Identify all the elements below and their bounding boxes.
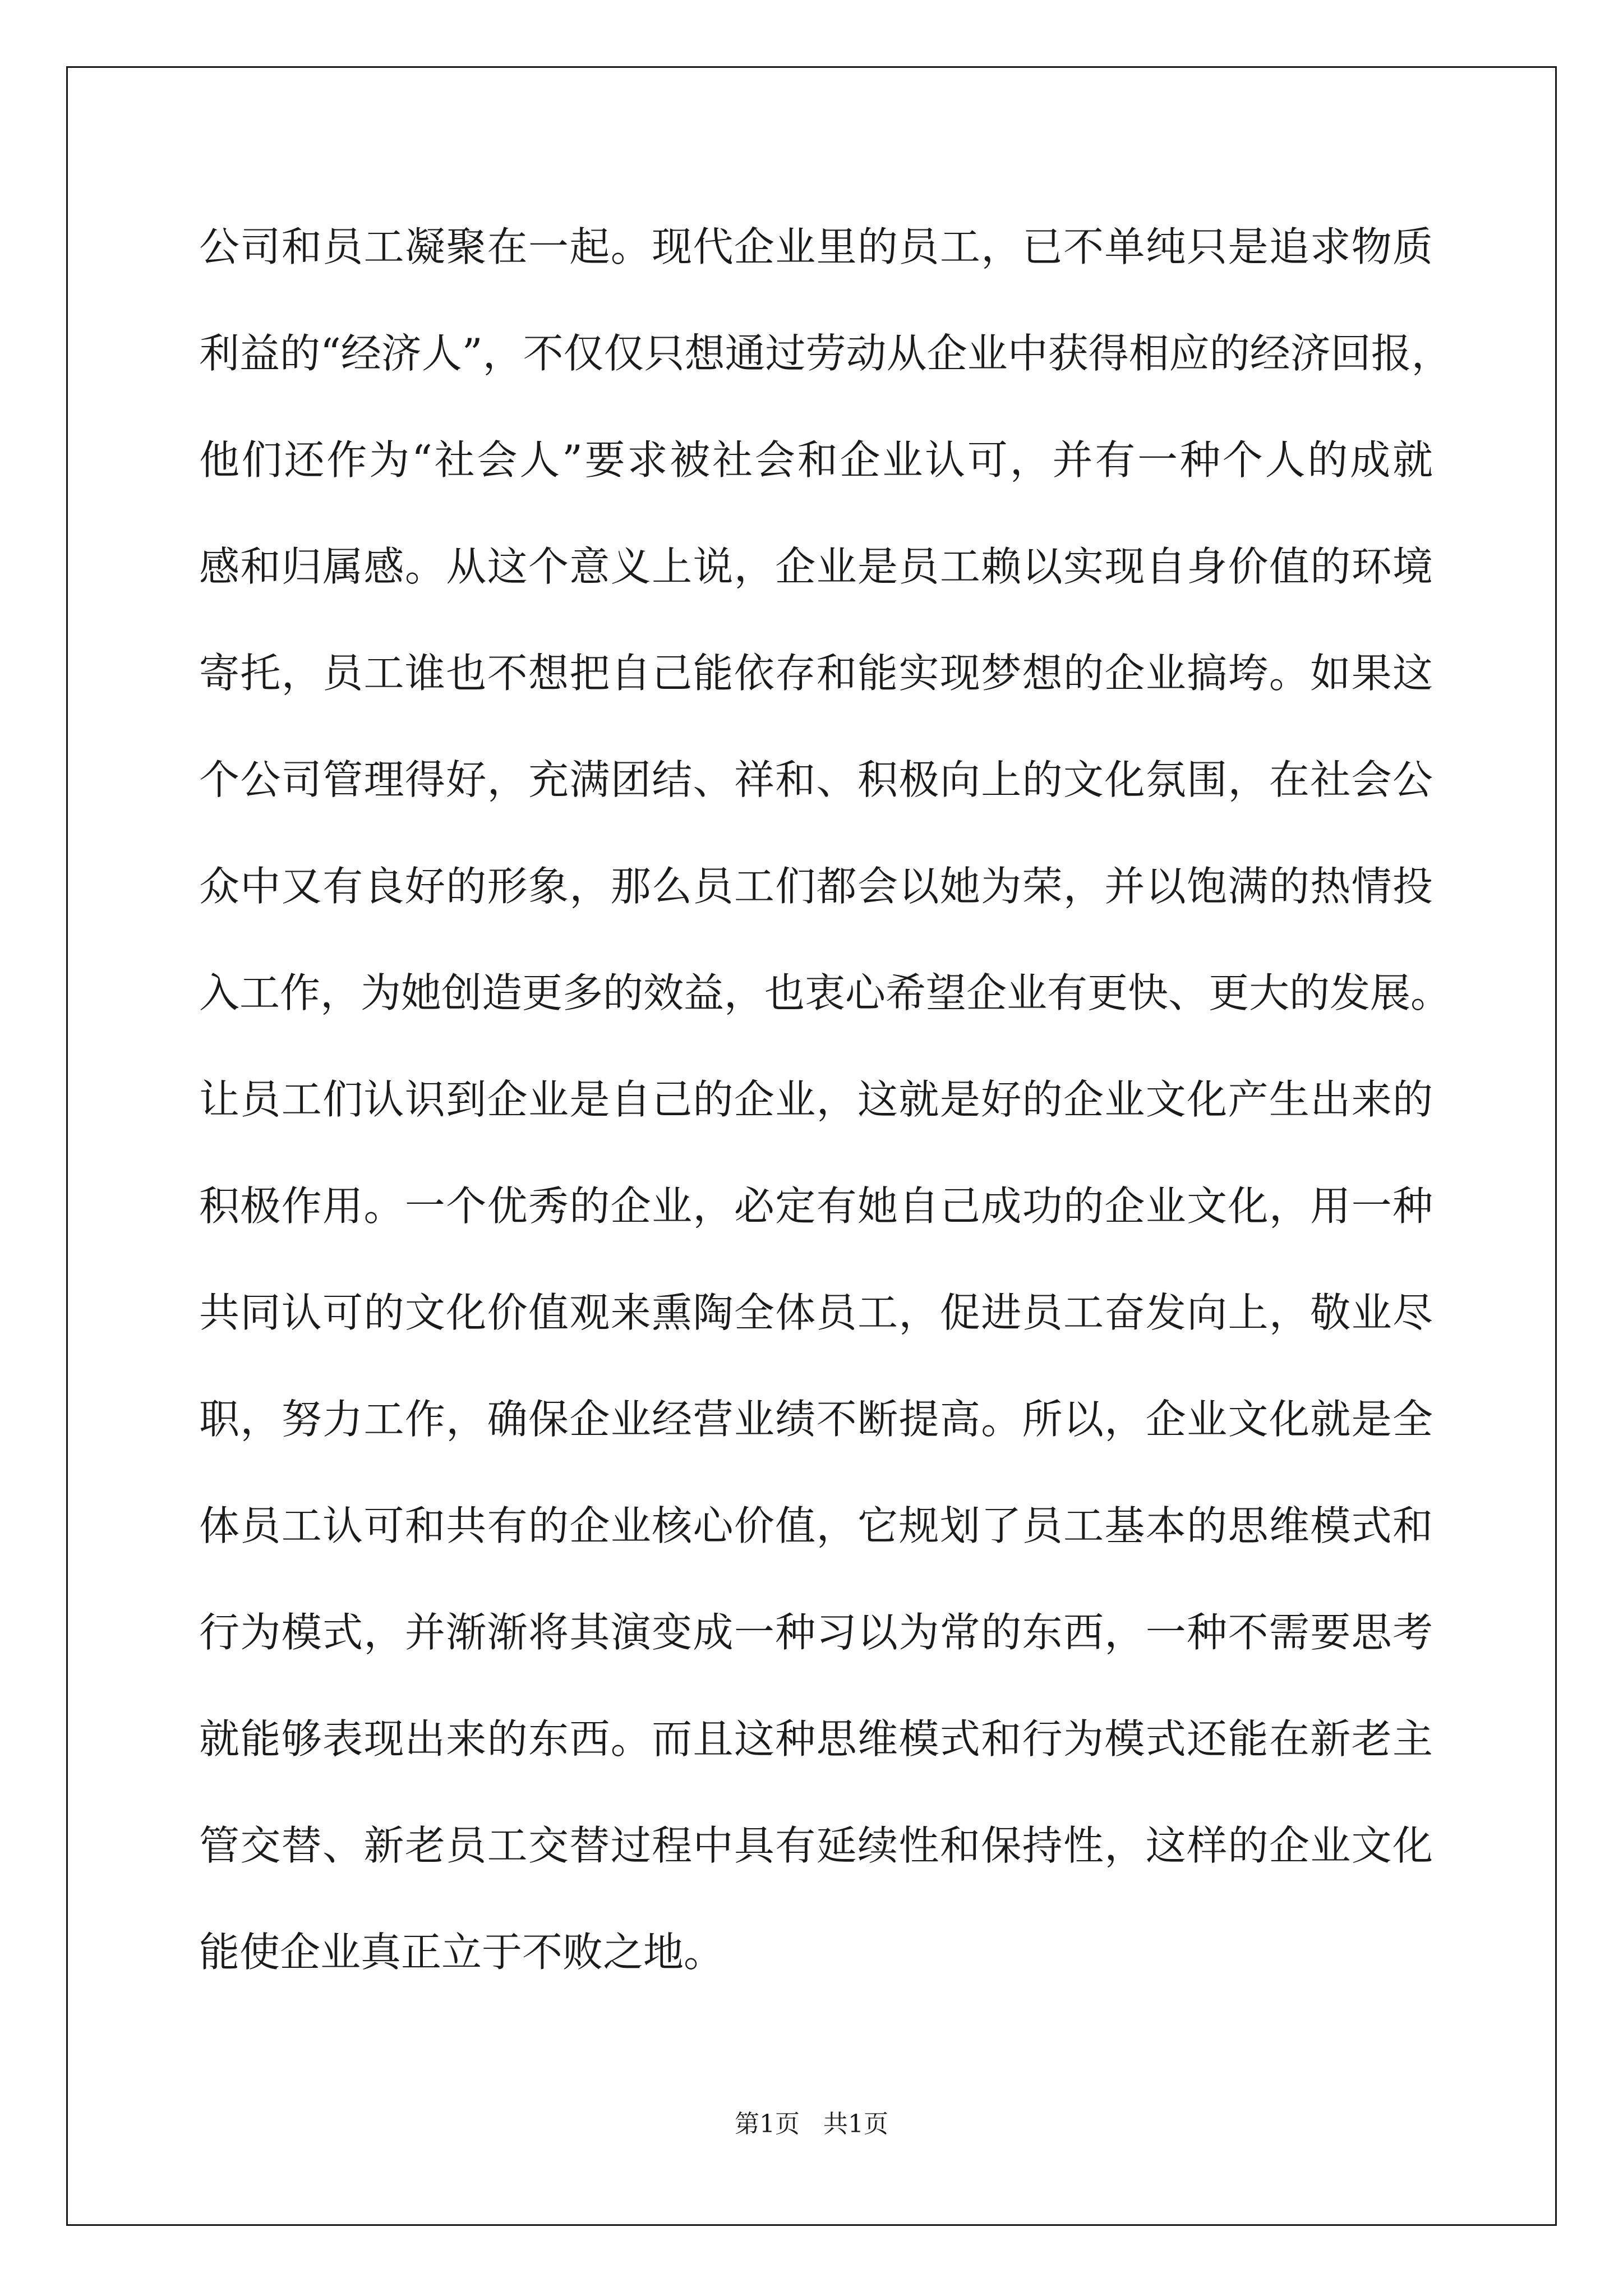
text-line: 寄托，员工谁也不想把自己能依存和能实现梦想的企业搞垮。如果这: [199, 650, 1433, 697]
text-line: 感和归属感。从这个意义上说，企业是员工赖以实现自身价值的环境: [199, 543, 1433, 590]
text-line: 能使企业真正立于不败之地。: [199, 1929, 725, 1976]
text-line: 就能够表现出来的东西。而且这种思维模式和行为模式还能在新老主: [199, 1715, 1433, 1763]
text-line: 入工作，为她创造更多的效益，也衷心希望企业有更快、更大的发展。: [199, 969, 1451, 1016]
text-line: 积极作用。一个优秀的企业，必定有她自己成功的企业文化，用一种: [199, 1182, 1433, 1230]
text-line: 管交替、新老员工交替过程中具有延续性和保持性，这样的企业文化: [199, 1822, 1433, 1869]
text-line: 公司和员工凝聚在一起。现代企业里的员工，已不单纯只是追求物质: [199, 223, 1433, 270]
text-line: 让员工们认识到企业是自己的企业，这就是好的企业文化产生出来的: [199, 1076, 1433, 1123]
page-number-footer: 第1页 共1页: [735, 2110, 888, 2138]
document-body: [199, 213, 1452, 2025]
text-line: 体员工认可和共有的企业核心价值，它规划了员工基本的思维模式和: [199, 1502, 1433, 1549]
text-line: 行为模式，并渐渐将其演变成一种习以为常的东西，一种不需要思考: [199, 1609, 1433, 1656]
text-line: 利益的“经济人”，不仅仅只想通过劳动从企业中获得相应的经济回报，: [199, 330, 1452, 377]
text-line: 他们还作为“社会人”要求被社会和企业认可，并有一种个人的成就: [199, 436, 1433, 484]
text-line: 职，努力工作，确保企业经营业绩不断提高。所以，企业文化就是全: [199, 1396, 1433, 1443]
text-line: 个公司管理得好，充满团结、祥和、积极向上的文化氛围，在社会公: [199, 756, 1433, 803]
text-line: 共同认可的文化价值观来熏陶全体员工，促进员工奋发向上，敬业尽: [199, 1289, 1433, 1336]
text-line: 众中又有良好的形象，那么员工们都会以她为荣，并以饱满的热情投: [199, 863, 1433, 910]
